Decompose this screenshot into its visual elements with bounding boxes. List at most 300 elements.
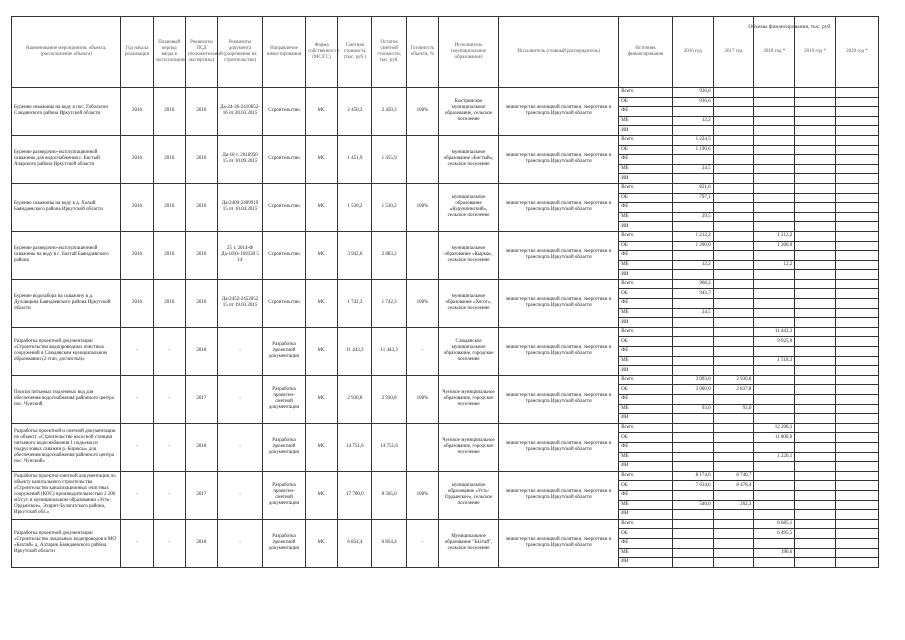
funding-value xyxy=(754,404,795,414)
funding-value xyxy=(672,222,713,232)
funding-source-label: Всего xyxy=(619,183,673,193)
ownership: МС xyxy=(305,88,337,136)
funding-source-label: МБ xyxy=(619,308,673,318)
executor-ministry: министерство жилищной политики, энергетики и транспорта Иркутской области xyxy=(499,375,619,423)
executor-municipality: Чунское муниципальное образование, городское поселение xyxy=(439,423,499,471)
ownership: МС xyxy=(305,375,337,423)
funding-value xyxy=(672,366,713,376)
funding-value xyxy=(835,510,878,520)
funding-value xyxy=(754,193,795,203)
funding-value: 1 212,2 xyxy=(754,231,795,241)
funding-value xyxy=(713,203,754,213)
remaining-cost: 2 930,8 xyxy=(372,375,406,423)
investment-table xyxy=(11,16,879,568)
funding-value xyxy=(713,366,754,376)
table-row xyxy=(12,231,879,241)
funding-source-label: Всего xyxy=(619,135,673,145)
funding-value xyxy=(713,395,754,405)
funding-value xyxy=(754,107,795,117)
funding-value xyxy=(835,241,878,251)
funding-value xyxy=(795,193,836,203)
funding-value xyxy=(835,375,878,385)
funding-value xyxy=(795,155,836,165)
column-header-16: 2019 год * xyxy=(795,17,836,88)
start-year: 2016 xyxy=(121,135,153,183)
funding-value xyxy=(795,289,836,299)
start-year: 2016 xyxy=(121,231,153,279)
funding-value xyxy=(713,414,754,424)
funding-source-label: ФБ xyxy=(619,251,673,261)
funding-source-label: ИИ xyxy=(619,510,673,520)
funding-value: 3 000,0 xyxy=(672,385,713,395)
funding-value xyxy=(672,452,713,462)
column-header-11: Исполнитель (главный распорядитель) xyxy=(499,17,619,88)
funding-value xyxy=(713,183,754,193)
funding-source-label: МБ xyxy=(619,452,673,462)
executor-municipality: Слюдянское муниципальное образование, городское поселение xyxy=(439,327,499,375)
permit-details: Да-2452-2452052 15 от 19.03.2015 xyxy=(218,279,263,327)
object-name: Разработка проектной и сметной документации по объекту «Строительство насосной станции питьевого водоснабжения 1 подъема из подрусловых скважин р. Бирюсы» для обеспечения водоснабжения районного центра пос. Чунский» xyxy=(12,423,121,471)
funding-value xyxy=(835,203,878,213)
funding-value xyxy=(754,490,795,500)
funding-value: 943,7 xyxy=(672,289,713,299)
funding-source-label: ФБ xyxy=(619,299,673,309)
funding-value: 968,2 xyxy=(672,279,713,289)
estimated-cost: 14 751,6 xyxy=(338,423,372,471)
funding-value xyxy=(835,126,878,136)
funding-value xyxy=(795,481,836,491)
funding-value xyxy=(713,193,754,203)
funding-value xyxy=(835,174,878,184)
funding-value: 8 740,7 xyxy=(713,471,754,481)
funding-value xyxy=(835,385,878,395)
executor-municipality: Чунское муниципальное образование, городское поселение xyxy=(439,375,499,423)
funding-value: 1 212,2 xyxy=(672,231,713,241)
end-year: 2016 xyxy=(153,183,185,231)
estimated-cost: 2 450,3 xyxy=(338,88,372,136)
funding-value: 6 685,1 xyxy=(754,519,795,529)
funding-value: 93,0 xyxy=(713,404,754,414)
funding-value xyxy=(835,308,878,318)
executor-ministry: министерство жилищной политики, энергетики и транспорта Иркутской области xyxy=(499,135,619,183)
ownership: МС xyxy=(305,423,337,471)
funding-value xyxy=(835,404,878,414)
end-year: - xyxy=(153,375,185,423)
readiness xyxy=(406,423,438,471)
end-year: - xyxy=(153,327,185,375)
funding-value xyxy=(713,308,754,318)
funding-source-label: ОБ xyxy=(619,433,673,443)
direction: Строительство xyxy=(263,231,306,279)
funding-value xyxy=(713,558,754,568)
funding-value xyxy=(795,500,836,510)
funding-value xyxy=(754,558,795,568)
ownership: МС xyxy=(305,279,337,327)
funding-value: 1 518,3 xyxy=(754,356,795,366)
funding-value xyxy=(835,260,878,270)
funding-source-label: МБ xyxy=(619,116,673,126)
executor-ministry: министерство жилищной политики, энергетики и транспорта Иркутской области xyxy=(499,519,619,567)
direction: Разработка проектной документации xyxy=(263,423,306,471)
ownership: МС xyxy=(305,471,337,519)
funding-source-label: ФБ xyxy=(619,347,673,357)
executor-ministry: министерство жилищной политики, энергетики и транспорта Иркутской области xyxy=(499,231,619,279)
table-row xyxy=(12,375,879,385)
funding-value xyxy=(835,548,878,558)
readiness: 100% xyxy=(406,183,438,231)
funding-value xyxy=(672,433,713,443)
estimated-cost: 3 942,0 xyxy=(338,231,372,279)
funding-value: 11 000,0 xyxy=(754,433,795,443)
column-header-4: Реквизиты документа (разрешения на строительство) xyxy=(218,17,263,88)
table-row xyxy=(12,135,879,145)
funding-value xyxy=(754,538,795,548)
funding-source-label: Всего xyxy=(619,375,673,385)
end-year: - xyxy=(153,519,185,567)
funding-value: 1 224,5 xyxy=(672,135,713,145)
funding-value xyxy=(754,462,795,472)
funding-value: 11 443,3 xyxy=(754,327,795,337)
funding-value xyxy=(754,251,795,261)
funding-value xyxy=(713,164,754,174)
funding-value xyxy=(835,423,878,433)
funding-source-label: Всего xyxy=(619,327,673,337)
object-name: Бурение разведочно-эксплуатационной скважины для водоснабжения с. Бистый Аларского района Иркутской области xyxy=(12,135,121,183)
funding-source-label: ИИ xyxy=(619,414,673,424)
object-name: Бурение водозабора на скважину в д. Духовщина Баяндаевского района Иркутской области xyxy=(12,279,121,327)
funding-value: 8 174,6 xyxy=(672,471,713,481)
executor-municipality: муниципальное образование «Кырма», сельское поселение xyxy=(439,231,499,279)
executor-ministry: министерство жилищной политики, энергетики и транспорта Иркутской области xyxy=(499,471,619,519)
funding-value xyxy=(795,327,836,337)
permit-details: - xyxy=(218,327,263,375)
funding-value xyxy=(795,299,836,309)
funding-source-label: ИИ xyxy=(619,318,673,328)
funding-value xyxy=(754,442,795,452)
column-header-2: Плановый период ввода в эксплуатацию xyxy=(153,17,185,88)
permit-details: - xyxy=(218,423,263,471)
funding-value xyxy=(713,116,754,126)
funding-value xyxy=(835,193,878,203)
funding-value: 7 634,6 xyxy=(672,481,713,491)
funding-value xyxy=(672,558,713,568)
funding-value: 1 190,6 xyxy=(672,145,713,155)
funding-source-label: ОБ xyxy=(619,145,673,155)
funding-value xyxy=(835,212,878,222)
funding-value xyxy=(795,279,836,289)
executor-municipality: муниципальное образование «Хогот», сельское поселение xyxy=(439,279,499,327)
funding-value xyxy=(672,251,713,261)
funding-value xyxy=(672,423,713,433)
funding-value xyxy=(713,356,754,366)
start-year: - xyxy=(121,375,153,423)
readiness: 100% xyxy=(406,375,438,423)
column-header-13: 2016 год xyxy=(672,17,713,88)
psd-year: 2017 xyxy=(185,375,217,423)
funding-source-label: МБ xyxy=(619,500,673,510)
funding-source-label: ФБ xyxy=(619,442,673,452)
funding-value xyxy=(672,529,713,539)
funding-value xyxy=(713,97,754,107)
funding-value: 1 220,1 xyxy=(754,452,795,462)
funding-value xyxy=(795,433,836,443)
funding-value xyxy=(795,519,836,529)
funding-value xyxy=(754,97,795,107)
funding-value xyxy=(795,270,836,280)
funding-value xyxy=(754,126,795,136)
object-name: Разработка проектной документации «Строительство локальных водопроводов в МО «Бахтай» д. Алтарик Баяндаевского района Иркутской области xyxy=(12,519,121,567)
funding-value xyxy=(795,135,836,145)
end-year: 2016 xyxy=(153,135,185,183)
funding-value xyxy=(835,558,878,568)
funding-value xyxy=(713,538,754,548)
column-header-8: Остаток сметной стоимости, тыс. руб. xyxy=(372,17,406,88)
table-row xyxy=(12,519,879,529)
funding-value xyxy=(835,135,878,145)
estimated-cost: 1 742,3 xyxy=(338,279,372,327)
column-header-5: Направление инвестирования xyxy=(263,17,306,88)
funding-value xyxy=(795,395,836,405)
funding-value xyxy=(672,126,713,136)
funding-value xyxy=(713,145,754,155)
funding-value xyxy=(713,231,754,241)
funding-value xyxy=(713,347,754,357)
object-name: Разработка проектно-сметной документации по объекту капитального строительства «Строительство канализационных очистных сооружений (КОС) производительностью 2 200 м3/сут. в муниципальном образовании «Усть-Ордынское», Эхирит-Булагатского района, Иркутской обл.» xyxy=(12,471,121,519)
permit-details: Да-24-36-2410652-16 от 20.03.2015 xyxy=(218,88,263,136)
funding-value xyxy=(795,260,836,270)
funding-value xyxy=(713,279,754,289)
funding-value xyxy=(835,88,878,98)
funding-value xyxy=(795,558,836,568)
funding-value: 93,0 xyxy=(672,404,713,414)
funding-value xyxy=(713,174,754,184)
funding-source-label: ИИ xyxy=(619,558,673,568)
funding-value xyxy=(835,289,878,299)
funding-source-label: Всего xyxy=(619,519,673,529)
end-year: 2016 xyxy=(153,279,185,327)
start-year: 2016 xyxy=(121,88,153,136)
funding-value xyxy=(835,183,878,193)
funding-value xyxy=(672,270,713,280)
funding-value: 6 495,5 xyxy=(754,529,795,539)
readiness: - xyxy=(406,519,438,567)
end-year: 2016 xyxy=(153,231,185,279)
funding-value xyxy=(795,241,836,251)
funding-value xyxy=(672,356,713,366)
funding-value: 797,1 xyxy=(672,193,713,203)
funding-source-label: ФБ xyxy=(619,203,673,213)
estimated-cost: 2 930,8 xyxy=(338,375,372,423)
executor-municipality: муниципальное образование «Курумчинский», сельское поселение xyxy=(439,183,499,231)
table-row xyxy=(12,279,879,289)
estimated-cost: 17 700,0 xyxy=(338,471,372,519)
funding-value xyxy=(754,164,795,174)
funding-value xyxy=(835,327,878,337)
funding-value xyxy=(672,318,713,328)
funding-source-label: ОБ xyxy=(619,529,673,539)
funding-value xyxy=(672,337,713,347)
executor-municipality: Муниципальное образование "Бахтай", сельское поселение xyxy=(439,519,499,567)
funding-source-label: МБ xyxy=(619,260,673,270)
remaining-cost: 2 450,3 xyxy=(372,88,406,136)
funding-value xyxy=(795,222,836,232)
funding-value xyxy=(835,337,878,347)
funding-value xyxy=(795,337,836,347)
executor-ministry: министерство жилищной политики, энергетики и транспорта Иркутской области xyxy=(499,327,619,375)
table-row xyxy=(12,327,879,337)
column-header-6: Форма собственности (МС/ГС) xyxy=(305,17,337,88)
funding-value xyxy=(672,299,713,309)
funding-value xyxy=(795,145,836,155)
psd-year: 2016 xyxy=(185,231,217,279)
funding-value xyxy=(835,155,878,165)
psd-year: 2018 xyxy=(185,519,217,567)
funding-value: 29,5 xyxy=(672,212,713,222)
start-year: - xyxy=(121,423,153,471)
funding-value xyxy=(713,260,754,270)
funding-value xyxy=(795,164,836,174)
permit-details: - xyxy=(218,471,263,519)
funding-value xyxy=(672,538,713,548)
estimated-cost: 11 443,3 xyxy=(338,327,372,375)
funding-value: 936,6 xyxy=(672,97,713,107)
funding-value: 936,6 xyxy=(672,88,713,98)
table-row xyxy=(12,183,879,193)
funding-value: 540,0 xyxy=(672,500,713,510)
start-year: - xyxy=(121,519,153,567)
column-header-0: Наименование мероприятия, объекта, (расположение объекта) xyxy=(12,17,121,88)
funding-value xyxy=(795,212,836,222)
ownership: МС xyxy=(305,519,337,567)
remaining-cost: 11 443,3 xyxy=(372,327,406,375)
funding-value xyxy=(672,490,713,500)
funding-value xyxy=(835,299,878,309)
funding-source-label: ФБ xyxy=(619,395,673,405)
funding-value xyxy=(754,155,795,165)
remaining-cost: 1 530,2 xyxy=(372,183,406,231)
column-header-12: Источник финансирования xyxy=(619,17,673,88)
funding-source-label: МБ xyxy=(619,404,673,414)
funding-source-label: Всего xyxy=(619,423,673,433)
funding-source-label: ФБ xyxy=(619,490,673,500)
start-year: 2016 xyxy=(121,183,153,231)
funding-value xyxy=(754,500,795,510)
direction: Строительство xyxy=(263,88,306,136)
funding-source-label: Всего xyxy=(619,279,673,289)
funding-value xyxy=(835,490,878,500)
funding-value xyxy=(795,203,836,213)
permit-details: - xyxy=(218,375,263,423)
funding-value xyxy=(713,222,754,232)
funding-source-label: МБ xyxy=(619,212,673,222)
direction: Разработка проектно-сметной документации xyxy=(263,375,306,423)
funding-value xyxy=(672,548,713,558)
funding-value xyxy=(835,107,878,117)
remaining-cost: 14 751,6 xyxy=(372,423,406,471)
remaining-cost: 8 565,0 xyxy=(372,471,406,519)
funding-value: 12,2 xyxy=(672,260,713,270)
funding-value xyxy=(713,452,754,462)
funding-value xyxy=(754,385,795,395)
funding-value xyxy=(835,395,878,405)
funding-value: 1 200,0 xyxy=(672,241,713,251)
permit-details: Да-2409-2409919 15 от 10.04.2015 xyxy=(218,183,263,231)
psd-year: 2018 xyxy=(185,423,217,471)
funding-value xyxy=(754,222,795,232)
table-row xyxy=(12,471,879,481)
remaining-cost: 1 742,3 xyxy=(372,279,406,327)
funding-value xyxy=(754,471,795,481)
funding-value xyxy=(713,289,754,299)
direction: Разработка проектной документации xyxy=(263,327,306,375)
funding-value xyxy=(672,395,713,405)
funding-value xyxy=(754,318,795,328)
funding-value xyxy=(754,366,795,376)
funding-value xyxy=(672,442,713,452)
funding-value xyxy=(672,347,713,357)
funding-value xyxy=(835,366,878,376)
psd-year: 2018 xyxy=(185,327,217,375)
funding-value xyxy=(754,183,795,193)
ownership: МС xyxy=(305,327,337,375)
funding-source-label: ФБ xyxy=(619,155,673,165)
column-header-9: Готовность объекта, % xyxy=(406,17,438,88)
funding-value xyxy=(754,279,795,289)
column-header-1: Год начала реализации xyxy=(121,17,153,88)
funding-value xyxy=(835,116,878,126)
funding-value xyxy=(754,145,795,155)
executor-ministry: министерство жилищной политики, энергетики и транспорта Иркутской области xyxy=(499,279,619,327)
funding-value xyxy=(795,318,836,328)
funding-value: 3 093,0 xyxy=(672,375,713,385)
column-header-7: Сметная стоимость (тыс. руб.) xyxy=(338,17,372,88)
funding-value xyxy=(795,414,836,424)
funding-value xyxy=(754,174,795,184)
funding-value xyxy=(672,107,713,117)
permit-details: Да-18 т. 2616950 15 от 10.09.2015 xyxy=(218,135,263,183)
funding-value xyxy=(795,510,836,520)
funding-value xyxy=(795,471,836,481)
funding-source-label: ИИ xyxy=(619,222,673,232)
funding-value xyxy=(754,510,795,520)
funding-value xyxy=(795,183,836,193)
ownership: МС xyxy=(305,135,337,183)
funding-value xyxy=(672,510,713,520)
funding-value xyxy=(795,490,836,500)
funding-source-label: ОБ xyxy=(619,241,673,251)
funding-source-label: Всего xyxy=(619,471,673,481)
executor-ministry: министерство жилищной политики, энергетики и транспорта Иркутской области xyxy=(499,183,619,231)
funding-source-label: ОБ xyxy=(619,337,673,347)
funding-value xyxy=(713,107,754,117)
funding-source-label: ОБ xyxy=(619,193,673,203)
funding-source-label: ИИ xyxy=(619,366,673,376)
funding-value xyxy=(713,155,754,165)
readiness: 100% xyxy=(406,88,438,136)
funding-value xyxy=(713,423,754,433)
funding-value xyxy=(795,538,836,548)
funding-value xyxy=(835,164,878,174)
funding-value xyxy=(835,231,878,241)
funding-value xyxy=(835,279,878,289)
object-name: Поиски питьевых подземных вод для обеспечения водоснабжения районного центра пос. Чунский xyxy=(12,375,121,423)
executor-municipality: муниципальное образование «Усть-Ордынское», сельское поселение xyxy=(439,471,499,519)
funding-value xyxy=(713,462,754,472)
funding-value xyxy=(835,251,878,261)
start-year: 2016 xyxy=(121,279,153,327)
funding-value xyxy=(835,538,878,548)
funding-value xyxy=(795,404,836,414)
